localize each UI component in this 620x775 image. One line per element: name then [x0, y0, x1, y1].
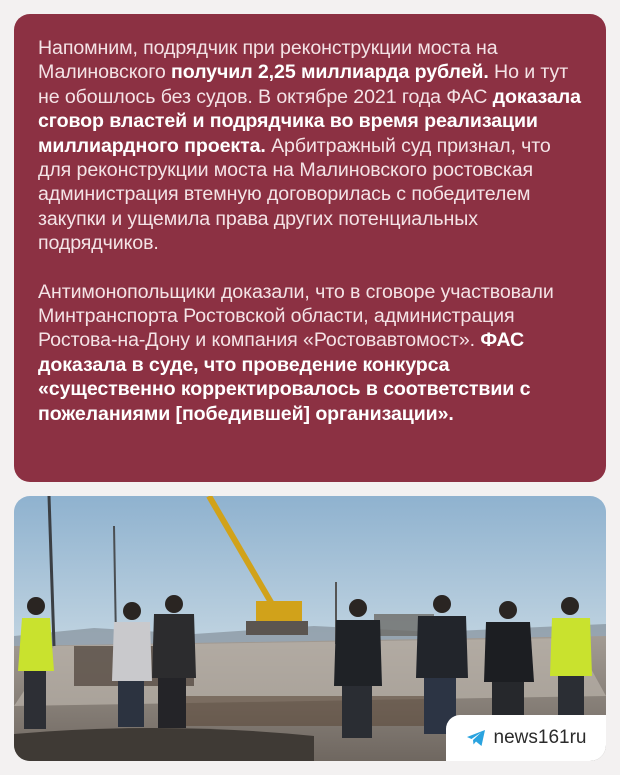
paragraph-1-text-c: Арбитражный суд признал, что для реконструкции моста на Малиновского ростовская администрация втемную договорилась с победителем закупки и ущемила права других потенциальных подрядчиков.	[38, 134, 551, 255]
paragraph-2	[38, 280, 586, 426]
paragraph-2-text-a: Антимонопольщики доказали, что в сговоре участвовали Минтранспорта Ростовской области, администрация Ростова-на-Дону и компания «Ростовавтомост».	[38, 280, 554, 352]
brand-badge	[446, 715, 606, 761]
paragraph-2-bold-a: ФАС доказала в суде, что проведение конкурса «существенно корректировалось в соответствии с пожеланиями [победившей] организации».	[38, 329, 531, 425]
paragraph-1-bold-a: получил 2,25 миллиарда рублей.	[170, 61, 489, 84]
brand-name: news161ru	[493, 727, 587, 748]
paragraph-1-text-a: Напомним, подрядчик при реконструкции моста на Малиновского	[38, 37, 498, 84]
telegram-icon	[466, 729, 486, 747]
bridge-construction-photo	[14, 496, 606, 761]
text-card	[14, 14, 606, 482]
paragraph-1-bold-b: доказала сговор властей и подрядчика во время реализации миллиардного проекта.	[38, 85, 581, 157]
paragraph-1-text-b: Но и тут не обошлось без судов. В октябре 2021 года ФАС	[38, 61, 569, 108]
paragraph-1	[38, 36, 586, 256]
